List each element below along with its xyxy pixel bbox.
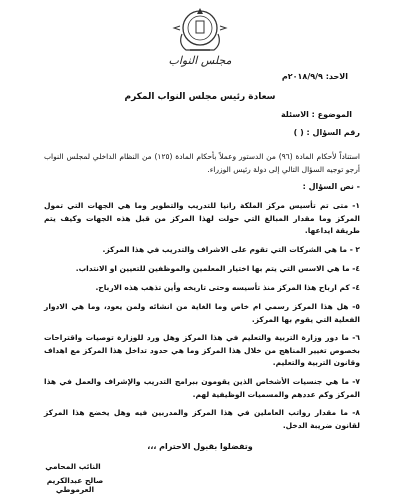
question-item: ٤- ما هي الاسس التي يتم بها اختيار المعلمين والموظفين للتعيين او الانتداب. [75, 264, 360, 273]
parliament-crest-emblem [170, 4, 230, 56]
chamber-name: مجلس النواب [168, 54, 232, 67]
closing-line: وتفضلوا بقبول الاحترام ،،، [147, 442, 253, 451]
addressee: سعادة رئيس مجلس النواب المكرم [124, 92, 276, 102]
question-item: ٢ - ما هي الشركات التي تقوم على الاشراف والتدريب في هذا المركز. [102, 245, 360, 254]
question-item: ٧- ما هي جنسيات الأشخاص الذين يقومون ببرامج التدريب والإشراف والعمل في هذا المركز وكم عددهم والمسميات الوظيفية لهم. [44, 377, 360, 399]
question-item: ٥- هل هذا المركز رسمي ام خاص وما الغاية من انشائه ولمن يعود، وما هي الادوار الفعلية التي يقوم بها المركز. [44, 302, 360, 324]
intro-paragraph: استناداً لأحكام المادة (٩٦) من الدستور وعملاً بأحكام المادة (١٢٥) من النظام الداخلي لمجلس النواب أرجو توجيه السؤال التالي إلى دولة رئيس الوزراء. [44, 152, 360, 174]
question-item: ١- متى تم تأسيس مركز الملكة رانيا للتدريب والتطوير وما هي الجهات التي تمول المركز وما مقدار المبالغ التي حولت لهذا المركز من قبل هذه الجهات وكيف يتم طريقة ايداعها. [44, 201, 360, 235]
question-item: ٨- ما مقدار رواتب العاملين في هذا المركز والمدربين فيه وهل يخضع هذا المركز لقانون ضريبة الدخل. [44, 408, 360, 430]
signer-name: صالح عبدالكريم العرموطي [46, 476, 104, 494]
question-number: رقم السؤال : ( ) [293, 128, 360, 137]
question-item: ٦- ما دور وزارة التربية والتعليم في هذا المركز وهل ورد للوزارة توصيات واقتراحات بخصوص تغيير المناهج من خلال هذا المركز وما هي حدود تداخل هذا المركز مع اهداف وقانون التربية والتعليم. [44, 333, 360, 367]
question-item: ٤- كم ارباح هذا المركز منذ تأسيسه وحتى تاريخه وأين تذهب هذه الارباح. [95, 283, 360, 292]
letter-date: الاحد: ٢٠١٨/٩/٩م [281, 72, 348, 81]
questions-title: - نص السؤال : [302, 182, 360, 191]
subject-line: الموضوع : الاسئلة [280, 110, 352, 119]
signer-title: النائب المحامي [45, 462, 101, 471]
